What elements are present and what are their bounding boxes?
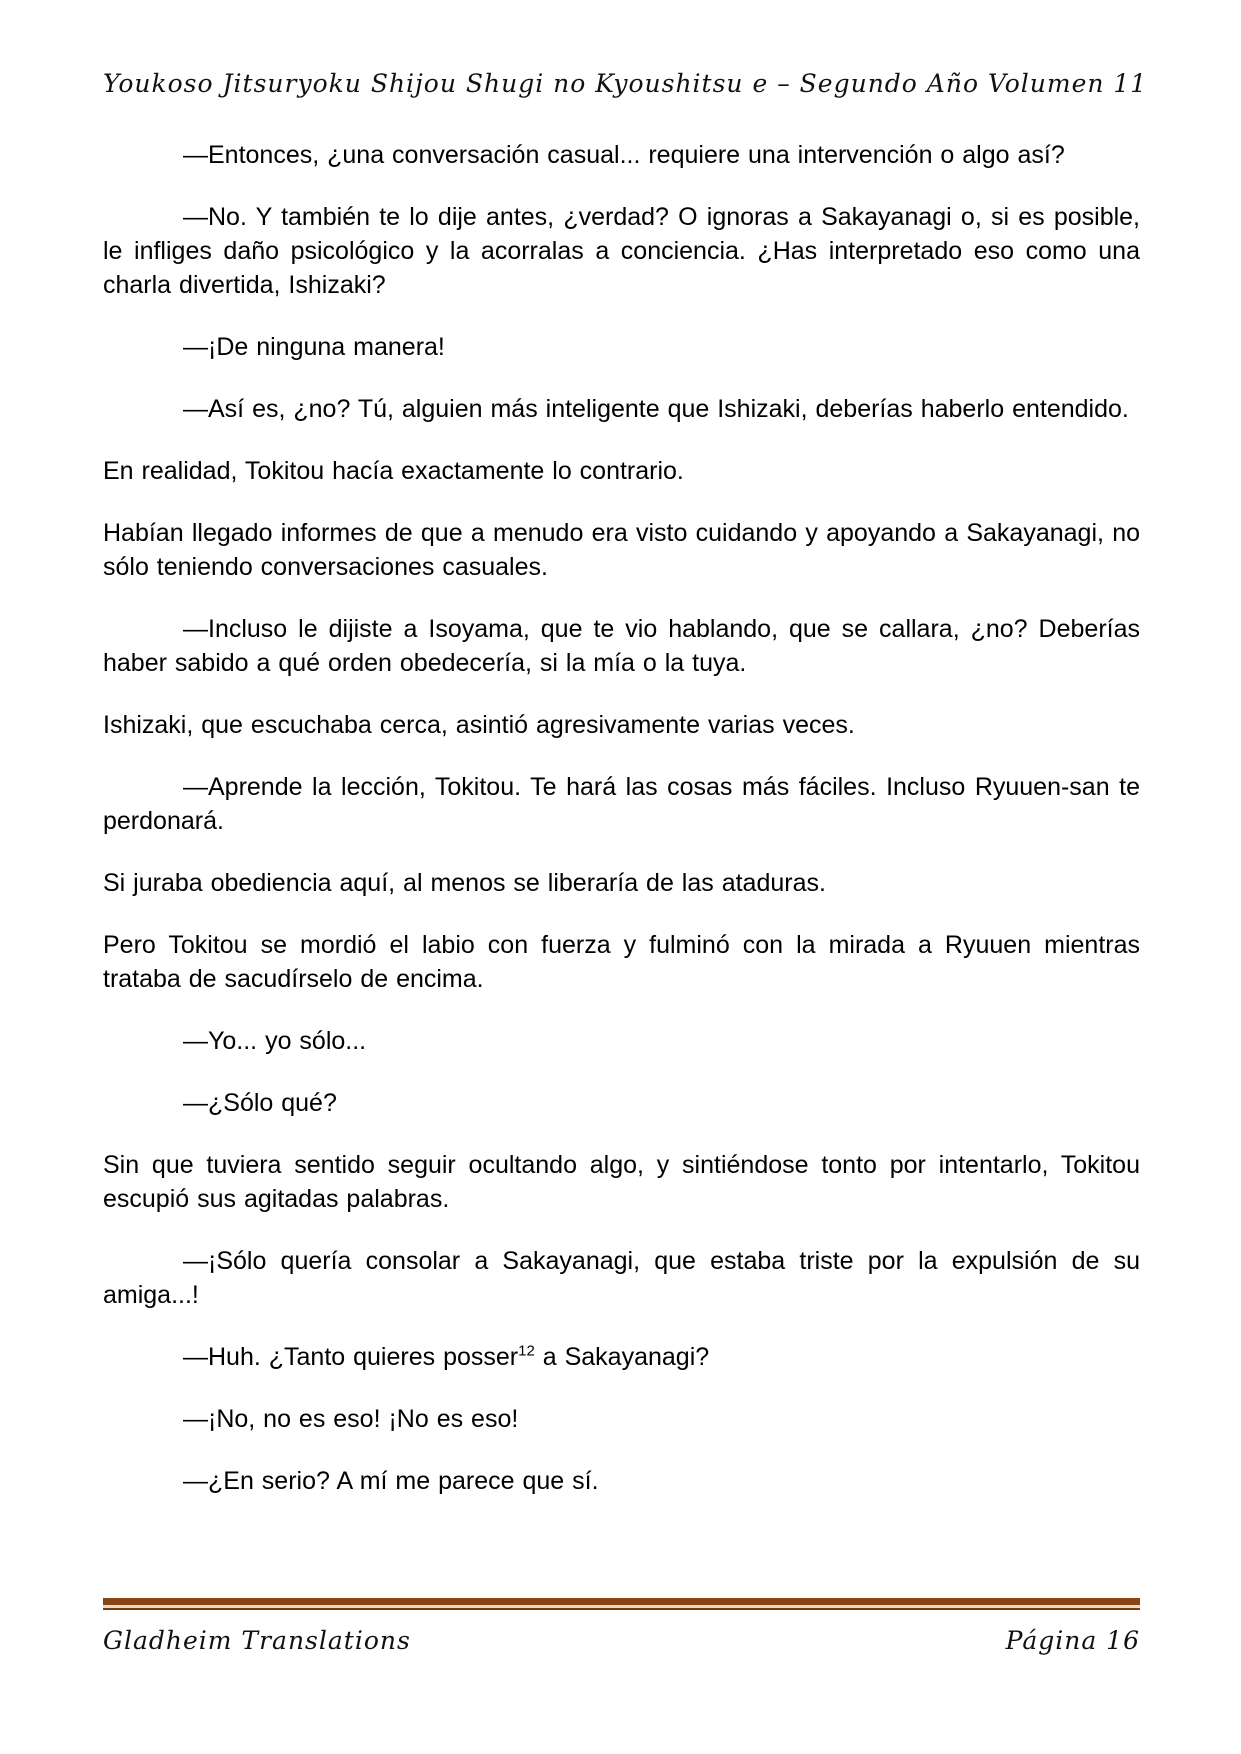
- paragraph-narrative: Sin que tuviera sentido seguir ocultando algo, y sintiéndose tonto por intentarlo, Tokitou escupió sus agitadas palabras.: [103, 1151, 1140, 1213]
- paragraph-dialogue: —¿En serio? A mí me parece que sí.: [183, 1467, 599, 1495]
- paragraph-dialogue: —Entonces, ¿una conversación casual... requiere una intervención o algo así?: [183, 141, 1065, 169]
- document-body: [103, 138, 1140, 1498]
- paragraph-dialogue: —Así es, ¿no? Tú, alguien más inteligente que Ishizaki, deberías haberlo entendido.: [183, 395, 1129, 423]
- paragraph-dialogue: —¡Sólo quería consolar a Sakayanagi, que estaba triste por la expulsión de su amiga...!: [103, 1247, 1140, 1309]
- paragraph-dialogue: —Huh. ¿Tanto quieres posser$^{12}$ a Sakayanagi?: [183, 1342, 710, 1371]
- paragraph-dialogue: —¡De ninguna manera!: [183, 333, 445, 361]
- footer-translator-name: Gladheim Translations: [103, 1626, 411, 1655]
- footer-text-row: [103, 1626, 1140, 1655]
- paragraph-dialogue: —¡No, no es eso! ¡No es eso!: [183, 1405, 519, 1433]
- paragraph-narrative: Ishizaki, que escuchaba cerca, asintió agresivamente varias veces.: [103, 711, 855, 739]
- page-footer: [103, 1598, 1140, 1655]
- paragraph-narrative: Si juraba obediencia aquí, al menos se liberaría de las ataduras.: [103, 869, 826, 897]
- footnote-ref: 12: [518, 1342, 535, 1360]
- page-header-title: Youkoso Jitsuryoku Shijou Shugi no Kyoushitsu e – Segundo Año Volumen 11: [103, 69, 1148, 98]
- footer-separator-thin-line: [103, 1608, 1140, 1610]
- paragraph-dialogue: —No. Y también te lo dije antes, ¿verdad? O ignoras a Sakayanagi o, si es posible, le infliges daño psicológico y la acorralas a conciencia. ¿Has interpretado eso como una charla divertida, Ishizaki?: [103, 203, 1140, 299]
- paragraph-narrative: Habían llegado informes de que a menudo era visto cuidando y apoyando a Sakayanagi, no sólo teniendo conversaciones casuales.: [103, 519, 1140, 581]
- paragraph-narrative: Pero Tokitou se mordió el labio con fuerza y fulminó con la mirada a Ryuuen mientras trataba de sacudírselo de encima.: [103, 931, 1140, 993]
- paragraph-dialogue: —Yo... yo sólo...: [183, 1027, 367, 1055]
- paragraph-dialogue: —¿Sólo qué?: [183, 1089, 337, 1117]
- footer-page-number: Página 16: [1005, 1626, 1140, 1655]
- paragraph-dialogue: —Aprende la lección, Tokitou. Te hará las cosas más fáciles. Incluso Ryuuen-san te perdonará.: [103, 773, 1140, 835]
- paragraph-narrative: En realidad, Tokitou hacía exactamente lo contrario.: [103, 457, 684, 485]
- footer-separator-thick-line: [103, 1598, 1140, 1605]
- paragraph-dialogue: —Incluso le dijiste a Isoyama, que te vio hablando, que se callara, ¿no? Deberías haber sabido a qué orden obedecería, si la mía o la tuya.: [103, 615, 1140, 677]
